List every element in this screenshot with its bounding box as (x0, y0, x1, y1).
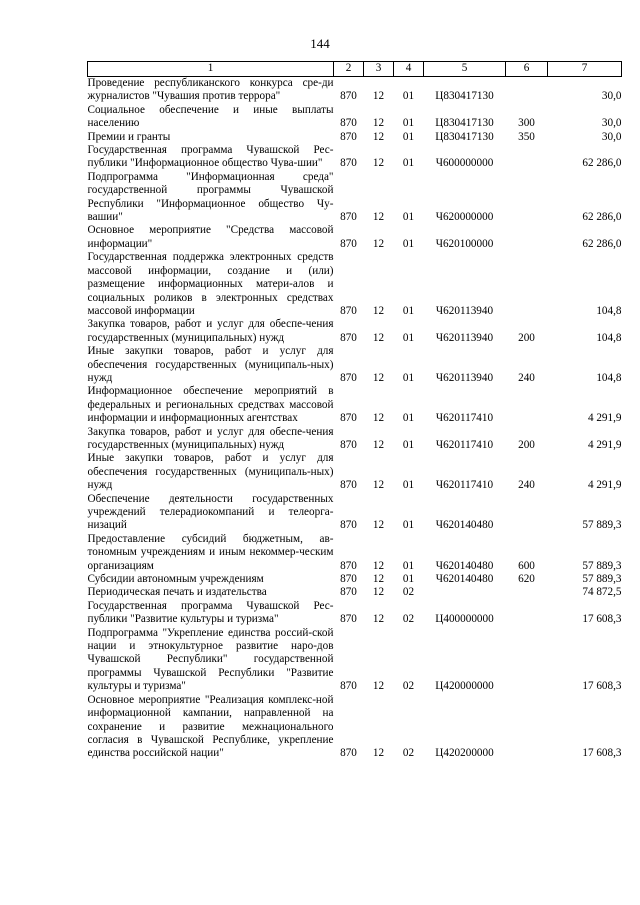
row-code-6 (506, 224, 548, 251)
table-row (88, 694, 622, 761)
row-code-4: 01 (402, 519, 415, 532)
row-name: Основное мероприятие "Средства массовой информации" (87, 224, 334, 250)
row-code-2: 870 (340, 559, 357, 572)
row-amount: 30,0 (601, 130, 622, 143)
table-row (88, 426, 622, 453)
row-code-4: 01 (402, 211, 415, 224)
table-row (88, 627, 622, 694)
row-code-3: 12 (372, 412, 385, 425)
row-amount: 62 286,0 (582, 211, 622, 224)
row-amount: 57 889,3 (582, 559, 622, 572)
column-header: 4 (394, 62, 424, 77)
table-row (88, 171, 622, 225)
row-code-2: 870 (340, 157, 357, 170)
row-code-6: 620 (518, 573, 535, 586)
row-code-2: 870 (340, 573, 357, 586)
row-name: Основное мероприятие "Реализация комплекс-ной информационной кампании, направленной на сохранение и развитие межнационального согласия в Чувашской Республике, укрепление единства российской нации" (87, 693, 334, 760)
row-code-3: 12 (372, 479, 385, 492)
row-code-2: 870 (340, 680, 357, 693)
table-row (88, 533, 622, 573)
column-header: 1 (88, 62, 334, 77)
row-code-3: 12 (372, 438, 385, 451)
row-code-3: 12 (372, 371, 385, 384)
table-row (88, 586, 622, 599)
table-row (88, 345, 622, 385)
row-code-3: 12 (372, 90, 385, 103)
row-code-5 (424, 586, 506, 599)
row-code-3: 12 (372, 613, 385, 626)
row-code-5: Ч620000000 (435, 211, 494, 224)
row-name: Периодическая печать и издательства (87, 586, 267, 599)
row-code-4: 01 (402, 237, 415, 250)
column-header: 3 (364, 62, 394, 77)
row-code-5: Ч620113940 (435, 371, 494, 384)
row-code-2: 870 (340, 438, 357, 451)
row-code-2: 870 (340, 479, 357, 492)
row-code-4: 01 (402, 130, 415, 143)
row-code-6 (506, 694, 548, 761)
row-name: Обеспечение деятельности государственных учреждений телерадиокомпаний и телеорга-низаций (87, 492, 334, 532)
row-code-3: 12 (372, 573, 385, 586)
row-code-6 (506, 77, 548, 104)
row-code-5: Ч620113940 (435, 331, 494, 344)
row-code-2: 870 (340, 211, 357, 224)
table-row (88, 251, 622, 318)
row-code-2: 870 (340, 130, 357, 143)
row-code-3: 12 (372, 117, 385, 130)
row-amount: 104,8 (596, 331, 622, 344)
table-row (88, 573, 622, 586)
row-amount: 104,8 (596, 304, 622, 317)
row-code-2: 870 (340, 747, 357, 760)
row-amount: 62 286,0 (582, 157, 622, 170)
row-name: Предоставление субсидий бюджетным, ав-тономным учреждениям и иным некоммер-ческим организациям (87, 532, 334, 572)
row-code-5: Ч620117410 (435, 438, 494, 451)
row-code-6: 240 (518, 479, 535, 492)
row-code-5: Ч620140480 (435, 559, 494, 572)
row-code-6 (506, 627, 548, 694)
row-code-3: 12 (372, 747, 385, 760)
row-code-3: 12 (372, 331, 385, 344)
row-code-2: 870 (340, 237, 357, 250)
row-code-4: 01 (402, 371, 415, 384)
row-code-4: 01 (402, 573, 415, 586)
row-name: Информационное обеспечение мероприятий в федеральных и региональных средствах массовой информации и информационных агентствах (87, 385, 334, 425)
page-number: 144 (310, 36, 330, 51)
row-code-6 (506, 144, 548, 171)
row-code-4: 02 (402, 747, 415, 760)
row-code-4: 01 (402, 157, 415, 170)
row-code-5: Ч620100000 (435, 237, 494, 250)
row-code-5: Ц420200000 (435, 747, 494, 760)
row-code-5: Ч620113940 (435, 304, 494, 317)
row-amount: 104,8 (596, 371, 622, 384)
table-row (88, 77, 622, 104)
row-code-6 (506, 385, 548, 425)
row-code-6 (506, 493, 548, 533)
table-header-row (88, 62, 622, 77)
row-code-3: 12 (372, 304, 385, 317)
row-code-5: Ч620140480 (435, 519, 494, 532)
row-code-5: Ц830417130 (435, 117, 494, 130)
row-code-5: Ч600000000 (435, 157, 494, 170)
row-name: Проведение республиканского конкурса сре-ди журналистов "Чувашия против террора" (87, 77, 334, 103)
row-code-6: 200 (518, 438, 535, 451)
row-amount: 62 286,0 (582, 237, 622, 250)
row-name: Иные закупки товаров, работ и услуг для обеспечения государственных (муниципаль-ных) нужд (87, 452, 334, 492)
row-code-4: 01 (402, 331, 415, 344)
table-row (88, 385, 622, 425)
row-name: Социальное обеспечение и иные выплаты населению (87, 103, 334, 130)
row-code-6 (506, 171, 548, 225)
table-row (88, 493, 622, 533)
row-code-2: 870 (340, 90, 357, 103)
row-code-5: Ч620117410 (435, 412, 494, 425)
row-code-6 (506, 600, 548, 627)
row-code-5: Ц400000000 (435, 613, 494, 626)
row-name: Подпрограмма "Укрепление единства россий-ской нации и этнокультурное развитие наро-дов Чувашской Республики" государственной программы Чувашской Республики "Развитие культуры и туризма" (87, 626, 334, 693)
budget-table (87, 61, 622, 761)
row-code-2: 870 (340, 304, 357, 317)
row-amount: 30,0 (601, 117, 622, 130)
row-code-6: 600 (518, 559, 535, 572)
row-amount: 57 889,3 (582, 573, 622, 586)
row-code-6 (506, 251, 548, 318)
row-code-6: 350 (518, 130, 535, 143)
row-code-4: 01 (402, 438, 415, 451)
row-code-5: Ц420000000 (435, 680, 494, 693)
row-amount: 4 291,9 (587, 479, 622, 492)
table-row (88, 131, 622, 144)
row-name: Государственная поддержка электронных средств массовой информации, создание и (или) размещение информационных матери-алов и социальных роликов в электронных средствах массовой информации (87, 251, 334, 317)
row-code-2: 870 (340, 519, 357, 532)
row-name: Закупка товаров, работ и услуг для обеспе-чения государственных (муниципальных) нужд (87, 318, 334, 344)
row-amount: 17 608,3 (582, 613, 622, 626)
row-name: Субсидии автономным учреждениям (87, 573, 264, 586)
column-header: 7 (548, 62, 622, 77)
table-row (88, 600, 622, 627)
row-code-3: 12 (372, 559, 385, 572)
row-code-4: 02 (402, 586, 415, 599)
row-amount: 17 608,3 (582, 680, 622, 693)
row-name: Государственная программа Чувашской Рес-публики "Информационное общество Чува-шии" (87, 144, 334, 170)
row-amount: 4 291,9 (587, 412, 622, 425)
row-code-4: 02 (402, 613, 415, 626)
row-code-2: 870 (340, 412, 357, 425)
row-code-2: 870 (340, 586, 357, 599)
row-code-3: 12 (372, 157, 385, 170)
row-code-2: 870 (340, 117, 357, 130)
row-code-3: 12 (372, 519, 385, 532)
row-code-2: 870 (340, 331, 357, 344)
row-code-3: 12 (372, 130, 385, 143)
row-code-4: 01 (402, 117, 415, 130)
row-code-4: 01 (402, 479, 415, 492)
row-name: Иные закупки товаров, работ и услуг для обеспечения государственных (муниципаль-ных) нужд (87, 345, 334, 384)
row-code-5: Ч620117410 (435, 479, 494, 492)
table-row (88, 104, 622, 131)
table-row (88, 318, 622, 345)
column-header: 2 (334, 62, 364, 77)
row-code-3: 12 (372, 680, 385, 693)
row-code-5: Ц830417130 (435, 130, 494, 143)
row-code-2: 870 (340, 613, 357, 626)
row-code-4: 01 (402, 304, 415, 317)
row-code-4: 01 (402, 412, 415, 425)
row-code-6: 300 (518, 117, 535, 130)
row-code-5: Ц830417130 (435, 90, 494, 103)
row-name: Подпрограмма "Информационная среда" государственной программы Чувашской Республики "Информационное общество Чу-вашии" (87, 170, 334, 224)
column-header: 6 (506, 62, 548, 77)
row-amount: 4 291,9 (587, 438, 622, 451)
table-row (88, 144, 622, 171)
row-name: Премии и гранты (87, 130, 171, 143)
row-code-4: 01 (402, 90, 415, 103)
row-code-3: 12 (372, 211, 385, 224)
row-name: Государственная программа Чувашской Рес-публики "Развитие культуры и туризма" (87, 599, 334, 626)
row-code-4: 01 (402, 559, 415, 572)
row-code-3: 12 (372, 237, 385, 250)
row-code-5: Ч620140480 (435, 573, 494, 586)
row-code-6: 240 (518, 371, 535, 384)
row-code-3: 12 (372, 586, 385, 599)
row-code-2: 870 (340, 371, 357, 384)
row-code-4: 02 (402, 680, 415, 693)
row-amount: 30,0 (601, 90, 622, 103)
row-amount: 74 872,5 (582, 586, 622, 599)
row-amount: 17 608,3 (582, 747, 622, 760)
table-row (88, 452, 622, 492)
column-header: 5 (424, 62, 506, 77)
table-row (88, 224, 622, 251)
row-code-6: 200 (518, 331, 535, 344)
row-name: Закупка товаров, работ и услуг для обеспе-чения государственных (муниципальных) нужд (87, 425, 334, 451)
row-amount: 57 889,3 (582, 519, 622, 532)
row-code-6 (506, 586, 548, 599)
